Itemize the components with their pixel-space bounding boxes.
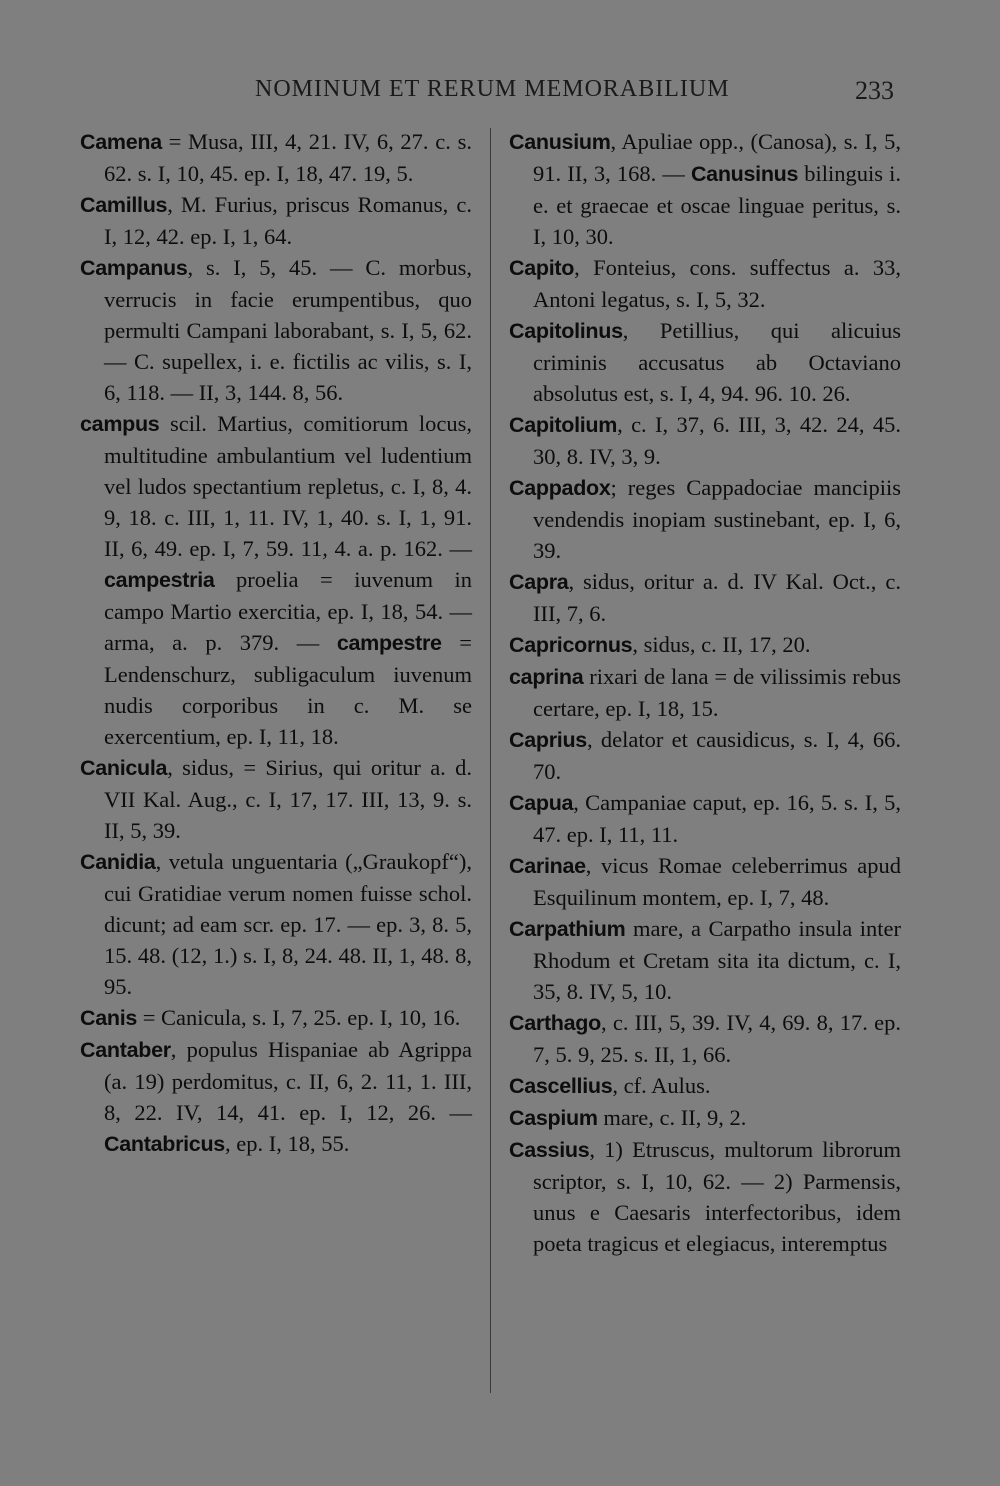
entry-headword: Carpathium: [509, 917, 626, 941]
index-entry: [80, 189, 472, 252]
entry-text: proelia = iuvenum in campo Martio exercitia, ep. I, 18, 54. — arma, a. p. 379. —: [104, 567, 472, 655]
entry-headword: Canis: [80, 1006, 138, 1030]
entry-headword: Camillus: [80, 193, 168, 217]
entry-headword: Cascellius: [509, 1074, 613, 1098]
entry-headword: Canidia: [80, 850, 156, 874]
index-entry: [509, 252, 901, 315]
index-entry: [509, 724, 901, 787]
right-column: [509, 126, 901, 1259]
entry-text: , M. Furius, priscus Romanus, c. I, 12, 42. ep. I, 1, 64.: [104, 192, 472, 249]
index-entry: [80, 126, 472, 189]
entry-text: , cf. Aulus.: [612, 1073, 711, 1098]
entry-headword: Capito: [509, 256, 575, 280]
index-entry: [509, 472, 901, 566]
index-entry: [509, 1102, 901, 1134]
entry-headword: Caspium: [509, 1106, 598, 1130]
entry-headword: Cantabricus: [104, 1132, 225, 1156]
entry-headword: Cappadox: [509, 476, 611, 500]
entry-headword: Canicula: [80, 756, 168, 780]
entry-text: , sidus, oritur a. d. IV Kal. Oct., c. III, 7, 6.: [533, 569, 901, 626]
index-entry: [509, 409, 901, 472]
entry-text: , s. I, 5, 45. — C. morbus, verrucis in facie erumpentibus, quo permulti Campani laborabant, s. I, 5, 62. — C. supellex, i. e. fictilis ac vilis, s. I, 6, 118. — II, 3, 144. 8, 56.: [104, 255, 472, 405]
entry-text: , vicus Romae celeberrimus apud Esquilinum montem, ep. I, 7, 48.: [533, 853, 901, 910]
entry-text: , c. I, 37, 6. III, 3, 42. 24, 45. 30, 8. IV, 3, 9.: [533, 412, 901, 469]
entry-text: , sidus, c. II, 17, 20.: [632, 632, 811, 657]
entry-headword: campestre: [336, 631, 442, 655]
entry-headword: Canusium: [509, 130, 611, 154]
entry-text: , ep. I, 18, 55.: [224, 1131, 350, 1156]
entry-headword: Capitolium: [509, 413, 618, 437]
column-divider: [490, 128, 491, 1393]
left-column: [80, 126, 472, 1160]
index-entry: [80, 846, 472, 1002]
entry-headword: Cantaber: [80, 1038, 171, 1062]
entry-headword: Capra: [509, 570, 569, 594]
entry-text: , sidus, = Sirius, qui oritur a. d. VII Kal. Aug., c. I, 17, 17. III, 13, 9. s. II, 5, 39.: [104, 755, 472, 843]
index-entry: [80, 1002, 472, 1034]
page-number: 233: [855, 76, 894, 105]
index-entry: [509, 566, 901, 629]
entry-text: = Lendenschurz, subligaculum iuvenum nudis corporibus in c. M. se exercentium, ep. I, 11, 18.: [104, 630, 472, 749]
entry-text: mare, c. II, 9, 2.: [597, 1105, 747, 1130]
index-entry: [80, 252, 472, 408]
entry-headword: Capitolinus: [509, 319, 623, 343]
entry-text: , Fonteius, cons. suffectus a. 33, Antoni legatus, s. I, 5, 32.: [533, 255, 901, 312]
index-entry: [509, 850, 901, 913]
entry-headword: Capricornus: [509, 633, 633, 657]
entry-text: , vetula unguentaria („Graukopf“), cui Gratidiae verum nomen fuisse schol. dicunt; ad eam scr. ep. 17. — ep. 3, 8. 5, 15. 48. (12, 1.) s. I, 8, 24. 48. II, 1, 48. 8, 95.: [104, 849, 472, 999]
entry-text: , c. III, 5, 39. IV, 4, 69. 8, 17. ep. 7, 5. 9, 25. s. II, 1, 66.: [533, 1010, 901, 1067]
index-entry: [80, 1034, 472, 1160]
entry-text: rixari de lana = de vilissimis rebus certare, ep. I, 18, 15.: [533, 664, 901, 721]
entry-text: = Musa, III, 4, 21. IV, 6, 27. c. s. 62. s. I, 10, 45. ep. I, 18, 47. 19, 5.: [104, 129, 472, 186]
entry-headword: Carinae: [509, 854, 586, 878]
running-header: [0, 76, 1000, 112]
index-entry: [80, 752, 472, 846]
entry-text: = Canicula, s. I, 7, 25. ep. I, 10, 16.: [137, 1005, 461, 1030]
entry-text: bilinguis i. e. et graecae et oscae linguae peritus, s. I, 10, 30.: [533, 161, 901, 249]
entry-text: , Apuliae opp., (Canosa), s. I, 5, 91. II, 3, 168. —: [533, 129, 901, 186]
entry-headword: Capua: [509, 791, 574, 815]
index-entry: [509, 1134, 901, 1259]
entry-headword: Carthago: [509, 1011, 601, 1035]
index-entry: [509, 1070, 901, 1102]
entry-headword: caprina: [509, 665, 584, 689]
running-title: NOMINUM ET RERUM MEMORABILIUM: [255, 76, 730, 102]
entry-headword: campus: [80, 412, 160, 436]
entry-headword: Caprius: [509, 728, 587, 752]
entry-headword: Canusinus: [690, 162, 799, 186]
entry-headword: Cassius: [509, 1138, 590, 1162]
entry-text: , Campaniae caput, ep. 16, 5. s. I, 5, 47. ep. I, 11, 11.: [533, 790, 901, 847]
index-entry: [509, 661, 901, 724]
entry-text: mare, a Carpatho insula inter Rhodum et Cretam sita ita dictum, c. I, 35, 8. IV, 5, 10.: [533, 916, 901, 1004]
index-entry: [509, 913, 901, 1007]
entry-text: scil. Martius, comitiorum locus, multitudine ambulantium vel ludentium vel ludos spectantium repletus, c. I, 8, 4. 9, 18. c. III, 1, 11. IV, 1, 40. s. I, 1, 91. II, 6, 49. ep. I, 7, 59. 11, 4. a. p. 162. —: [104, 411, 472, 561]
entry-text: , populus Hispaniae ab Agrippa (a. 19) perdomitus, c. II, 6, 2. 11, 1. III, 8, 22. IV, 14, 41. ep. I, 12, 26. —: [104, 1037, 472, 1125]
entry-headword: campestria: [104, 568, 215, 592]
index-entry: [509, 315, 901, 409]
index-entry: [509, 787, 901, 850]
index-entry: [509, 1007, 901, 1070]
index-entry: [80, 408, 472, 752]
entry-text: , 1) Etruscus, multorum librorum scriptor, s. I, 10, 62. — 2) Parmensis, unus e Caesaris interfectoribus, idem poeta tragicus et elegiacus, interemptus: [533, 1137, 901, 1256]
entry-text: , delator et causidicus, s. I, 4, 66. 70.: [533, 727, 901, 784]
index-entry: [509, 126, 901, 252]
entry-text: , Petillius, qui alicuius criminis accusatus ab Octaviano absolutus est, s. I, 4, 94. 96. 10. 26.: [533, 318, 901, 406]
entry-text: ; reges Cappadociae mancipiis vendendis inopiam sustinebant, ep. I, 6, 39.: [533, 475, 901, 563]
index-entry: [509, 629, 901, 661]
entry-headword: Camena: [80, 130, 162, 154]
entry-headword: Campanus: [80, 256, 188, 280]
